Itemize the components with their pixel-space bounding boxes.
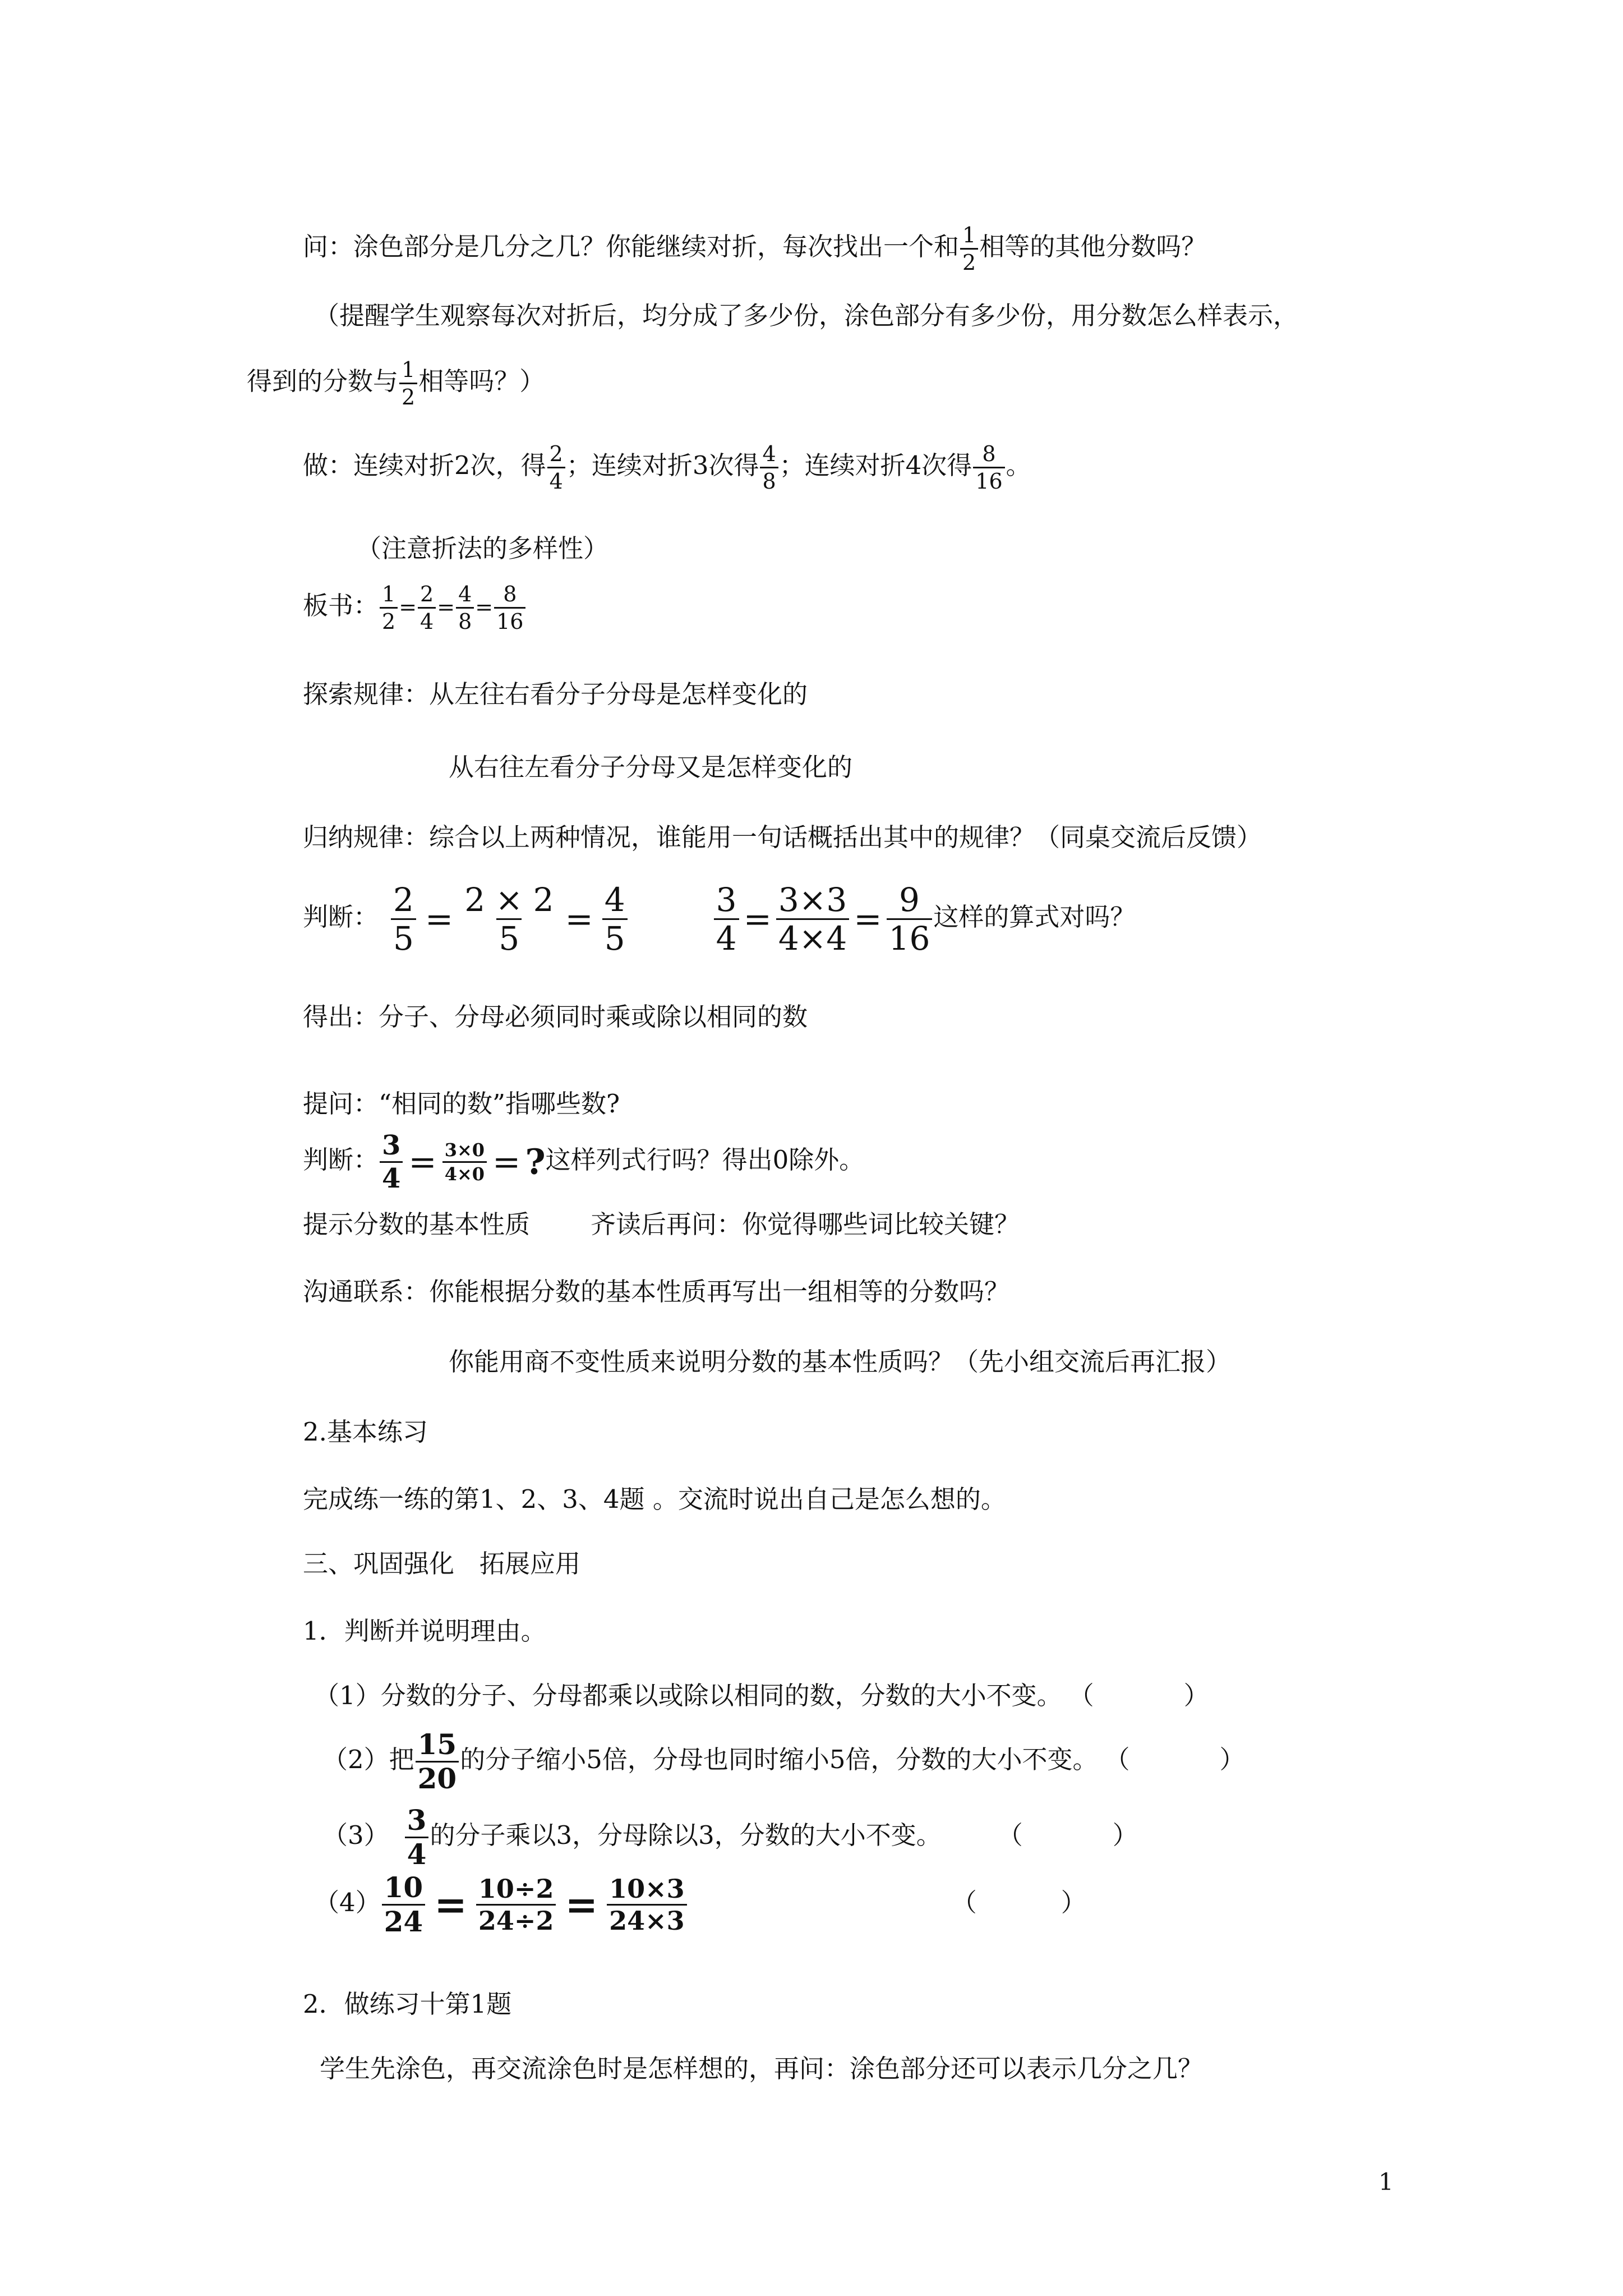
text: 的分子乘以3，分母除以3，分数的大小不变。 — [430, 1820, 942, 1850]
equals: = — [565, 899, 593, 939]
page-number: 1 — [1378, 2168, 1394, 2196]
fraction — [456, 583, 474, 632]
line-reminder — [314, 303, 1298, 328]
text: 1．判断并说明理由。 — [303, 1616, 546, 1646]
answer-paren-close: ） — [1183, 1681, 1209, 1710]
text: 相等的其他分数吗？ — [979, 232, 1207, 261]
line-summarize — [303, 822, 1262, 852]
text: 得出：分子、分母必须同时乘或除以相同的数 — [303, 1002, 808, 1032]
fraction — [391, 881, 416, 958]
text: 归纳规律：综合以上两种情况，谁能用一句话概括出其中的规律？（同桌交流后反馈） — [303, 822, 1262, 852]
answer-paren-open: （ — [1068, 1681, 1094, 1710]
fraction — [399, 359, 417, 408]
fraction — [776, 881, 849, 958]
answer-paren-close: ） — [1219, 1745, 1245, 1774]
fraction — [476, 1876, 556, 1934]
text: 提示分数的基本性质 — [303, 1209, 531, 1239]
fraction — [602, 881, 628, 958]
numerator: 8 — [982, 441, 996, 466]
numerator: 10×3 — [609, 1874, 685, 1904]
denominator: 4 — [547, 467, 565, 492]
text: ；连续对折4次得 — [779, 450, 972, 480]
numerator: 10 — [384, 1871, 423, 1904]
text: 的分子缩小5倍，分母也同时缩小5倍，分数的大小不变。 — [460, 1745, 1098, 1774]
equals: = — [565, 1881, 598, 1928]
section-consolidate — [303, 1549, 581, 1579]
fraction — [887, 881, 933, 958]
text: 2．做练习十第1题 — [303, 1989, 512, 2019]
numerator: 2 — [420, 582, 434, 606]
numerator: 1 — [962, 223, 976, 247]
equals: = — [743, 899, 772, 939]
fraction — [960, 224, 978, 273]
fraction — [382, 1871, 426, 1938]
denominator: 16 — [973, 467, 1004, 492]
denominator: 8 — [760, 467, 778, 492]
numerator: 1 — [402, 357, 416, 382]
numerator: 2 — [549, 441, 563, 466]
denominator: 4 — [405, 1837, 429, 1869]
text: 相等吗？） — [418, 366, 545, 396]
equals: = — [434, 1881, 467, 1928]
answer-paren-open: （ — [997, 1820, 1023, 1850]
denominator: 4×0 — [442, 1161, 487, 1183]
line-board — [303, 583, 527, 632]
numerator: 3×0 — [444, 1139, 485, 1161]
denominator: 20 — [416, 1761, 459, 1793]
line-explore-2 — [449, 754, 852, 780]
text: 学生先涂色，再交流涂色时是怎样想的，再问：涂色部分还可以表示几分之几？ — [320, 2054, 1204, 2083]
fraction — [547, 443, 565, 492]
section-basic-practice — [303, 1417, 428, 1447]
fraction — [380, 1132, 403, 1192]
answer-paren-open: （ — [951, 1888, 977, 1917]
numerator: 3 — [382, 1130, 401, 1161]
denominator: 16 — [887, 918, 933, 955]
line-student-color — [320, 2056, 1203, 2081]
denominator: 24×3 — [607, 1904, 687, 1934]
text: 探索规律：从左往右看分子分母是怎样变化的 — [303, 679, 808, 709]
equals: = — [854, 899, 882, 939]
denominator: 16 — [494, 607, 525, 632]
fraction — [714, 881, 739, 958]
answer-paren-close: ） — [1061, 1888, 1086, 1917]
numerator: 4 — [458, 582, 472, 606]
numerator: 3×3 — [778, 881, 847, 919]
line-explore — [303, 679, 808, 709]
numerator: 3 — [716, 881, 737, 919]
equals: = — [437, 595, 455, 619]
equals: = — [408, 1142, 437, 1182]
numerator: 4 — [604, 881, 625, 919]
line-hint — [303, 1209, 1020, 1239]
label: 板书： — [303, 591, 379, 620]
equals: = — [475, 595, 494, 619]
line-judge-1 — [303, 881, 1136, 958]
fraction — [973, 443, 1004, 492]
text: 你能用商不变性质来说明分数的基本性质吗？（先小组交流后再汇报） — [449, 1347, 1232, 1377]
text: 齐读后再问：你觉得哪些词比较关键？ — [591, 1209, 1020, 1239]
question-mark: ? — [525, 1141, 546, 1182]
denominator: 2 — [399, 383, 417, 408]
line-question-fold — [303, 224, 1206, 273]
numerator: 15 — [417, 1728, 457, 1761]
text: 问：涂色部分是几分之几？你能继续对折，每次找出一个和 — [303, 232, 960, 261]
line-connect-2 — [449, 1347, 1232, 1377]
answer-paren-close: ） — [1112, 1820, 1138, 1850]
text: 做：连续对折2次，得 — [303, 450, 546, 480]
equals: = — [399, 595, 417, 619]
fraction — [607, 1876, 687, 1934]
text: （注意折法的多样性） — [356, 533, 609, 563]
equals: = — [425, 899, 454, 939]
label: 判断： — [303, 1145, 379, 1175]
fraction — [405, 1803, 429, 1871]
denominator: 5 — [391, 918, 416, 955]
text: （4） — [314, 1888, 381, 1917]
fraction — [418, 583, 436, 632]
denominator: 5 — [602, 918, 628, 955]
fraction — [380, 583, 398, 632]
text: 2.基本练习 — [303, 1417, 428, 1447]
text: （提醒学生观察每次对折后，均分成了多少份，涂色部分有多少份，用分数怎么样表示， — [314, 301, 1299, 330]
denominator: 8 — [456, 607, 474, 632]
line-connect — [303, 1279, 1009, 1304]
numerator: 2 × 2 — [464, 881, 554, 919]
label: 判断： — [303, 902, 379, 932]
text: 。 — [1006, 450, 1031, 480]
line-conclude — [303, 1002, 808, 1032]
fraction — [760, 443, 778, 492]
item-1 — [314, 1683, 1209, 1708]
numerator: 9 — [899, 881, 920, 919]
text: （1）分数的分子、分母都乘以或除以相同的数，分数的大小不变。 — [314, 1681, 1062, 1710]
item-2 — [322, 1728, 1245, 1795]
numerator: 10÷2 — [478, 1874, 554, 1904]
text: 这样列式行吗？得出0除外。 — [545, 1145, 865, 1175]
text: 得到的分数与 — [247, 366, 399, 396]
denominator: 24 — [382, 1904, 426, 1936]
denominator: 5 — [496, 918, 522, 955]
text: （2）把 — [322, 1745, 414, 1774]
text: 沟通联系：你能根据分数的基本性质再写出一组相等的分数吗？ — [303, 1277, 1010, 1306]
denominator: 2 — [960, 248, 978, 273]
denominator: 4 — [714, 918, 739, 955]
line-exercise-ten — [303, 1991, 511, 2017]
item-3 — [322, 1803, 1138, 1871]
line-judge-2 — [303, 1132, 864, 1192]
text: 提问：“相同的数”指哪些数? — [303, 1089, 620, 1119]
fraction — [494, 583, 525, 632]
answer-paren-open: （ — [1104, 1745, 1130, 1774]
numerator: 8 — [503, 582, 517, 606]
fraction — [442, 1141, 487, 1183]
numerator: 2 — [393, 881, 414, 919]
denominator: 2 — [380, 607, 398, 632]
line-ask — [303, 1089, 620, 1119]
numerator: 4 — [762, 441, 776, 466]
denominator: 4 — [418, 607, 436, 632]
text: 三、巩固强化 拓展应用 — [303, 1549, 581, 1579]
line-judge-reason — [303, 1618, 546, 1644]
denominator: 24÷2 — [476, 1904, 556, 1934]
line-complete — [303, 1484, 1006, 1514]
text: （3） — [322, 1820, 389, 1850]
line-do-fold — [303, 443, 1031, 492]
line-note — [356, 533, 609, 563]
numerator: 1 — [382, 582, 396, 606]
denominator: 4 — [380, 1161, 403, 1192]
denominator: 4×4 — [776, 918, 849, 955]
item-4 — [314, 1871, 1086, 1938]
text: 这样的算式对吗？ — [933, 902, 1136, 932]
text: ；连续对折3次得 — [566, 450, 759, 480]
numerator: 3 — [407, 1803, 427, 1837]
line-reminder-cont — [247, 359, 545, 408]
fraction — [462, 881, 556, 958]
text: 完成练一练的第1、2、3、4题 。交流时说出自己是怎么想的。 — [303, 1484, 1006, 1514]
text: 从右往左看分子分母又是怎样变化的 — [449, 752, 853, 782]
equals: = — [492, 1142, 521, 1182]
fraction — [416, 1728, 459, 1795]
